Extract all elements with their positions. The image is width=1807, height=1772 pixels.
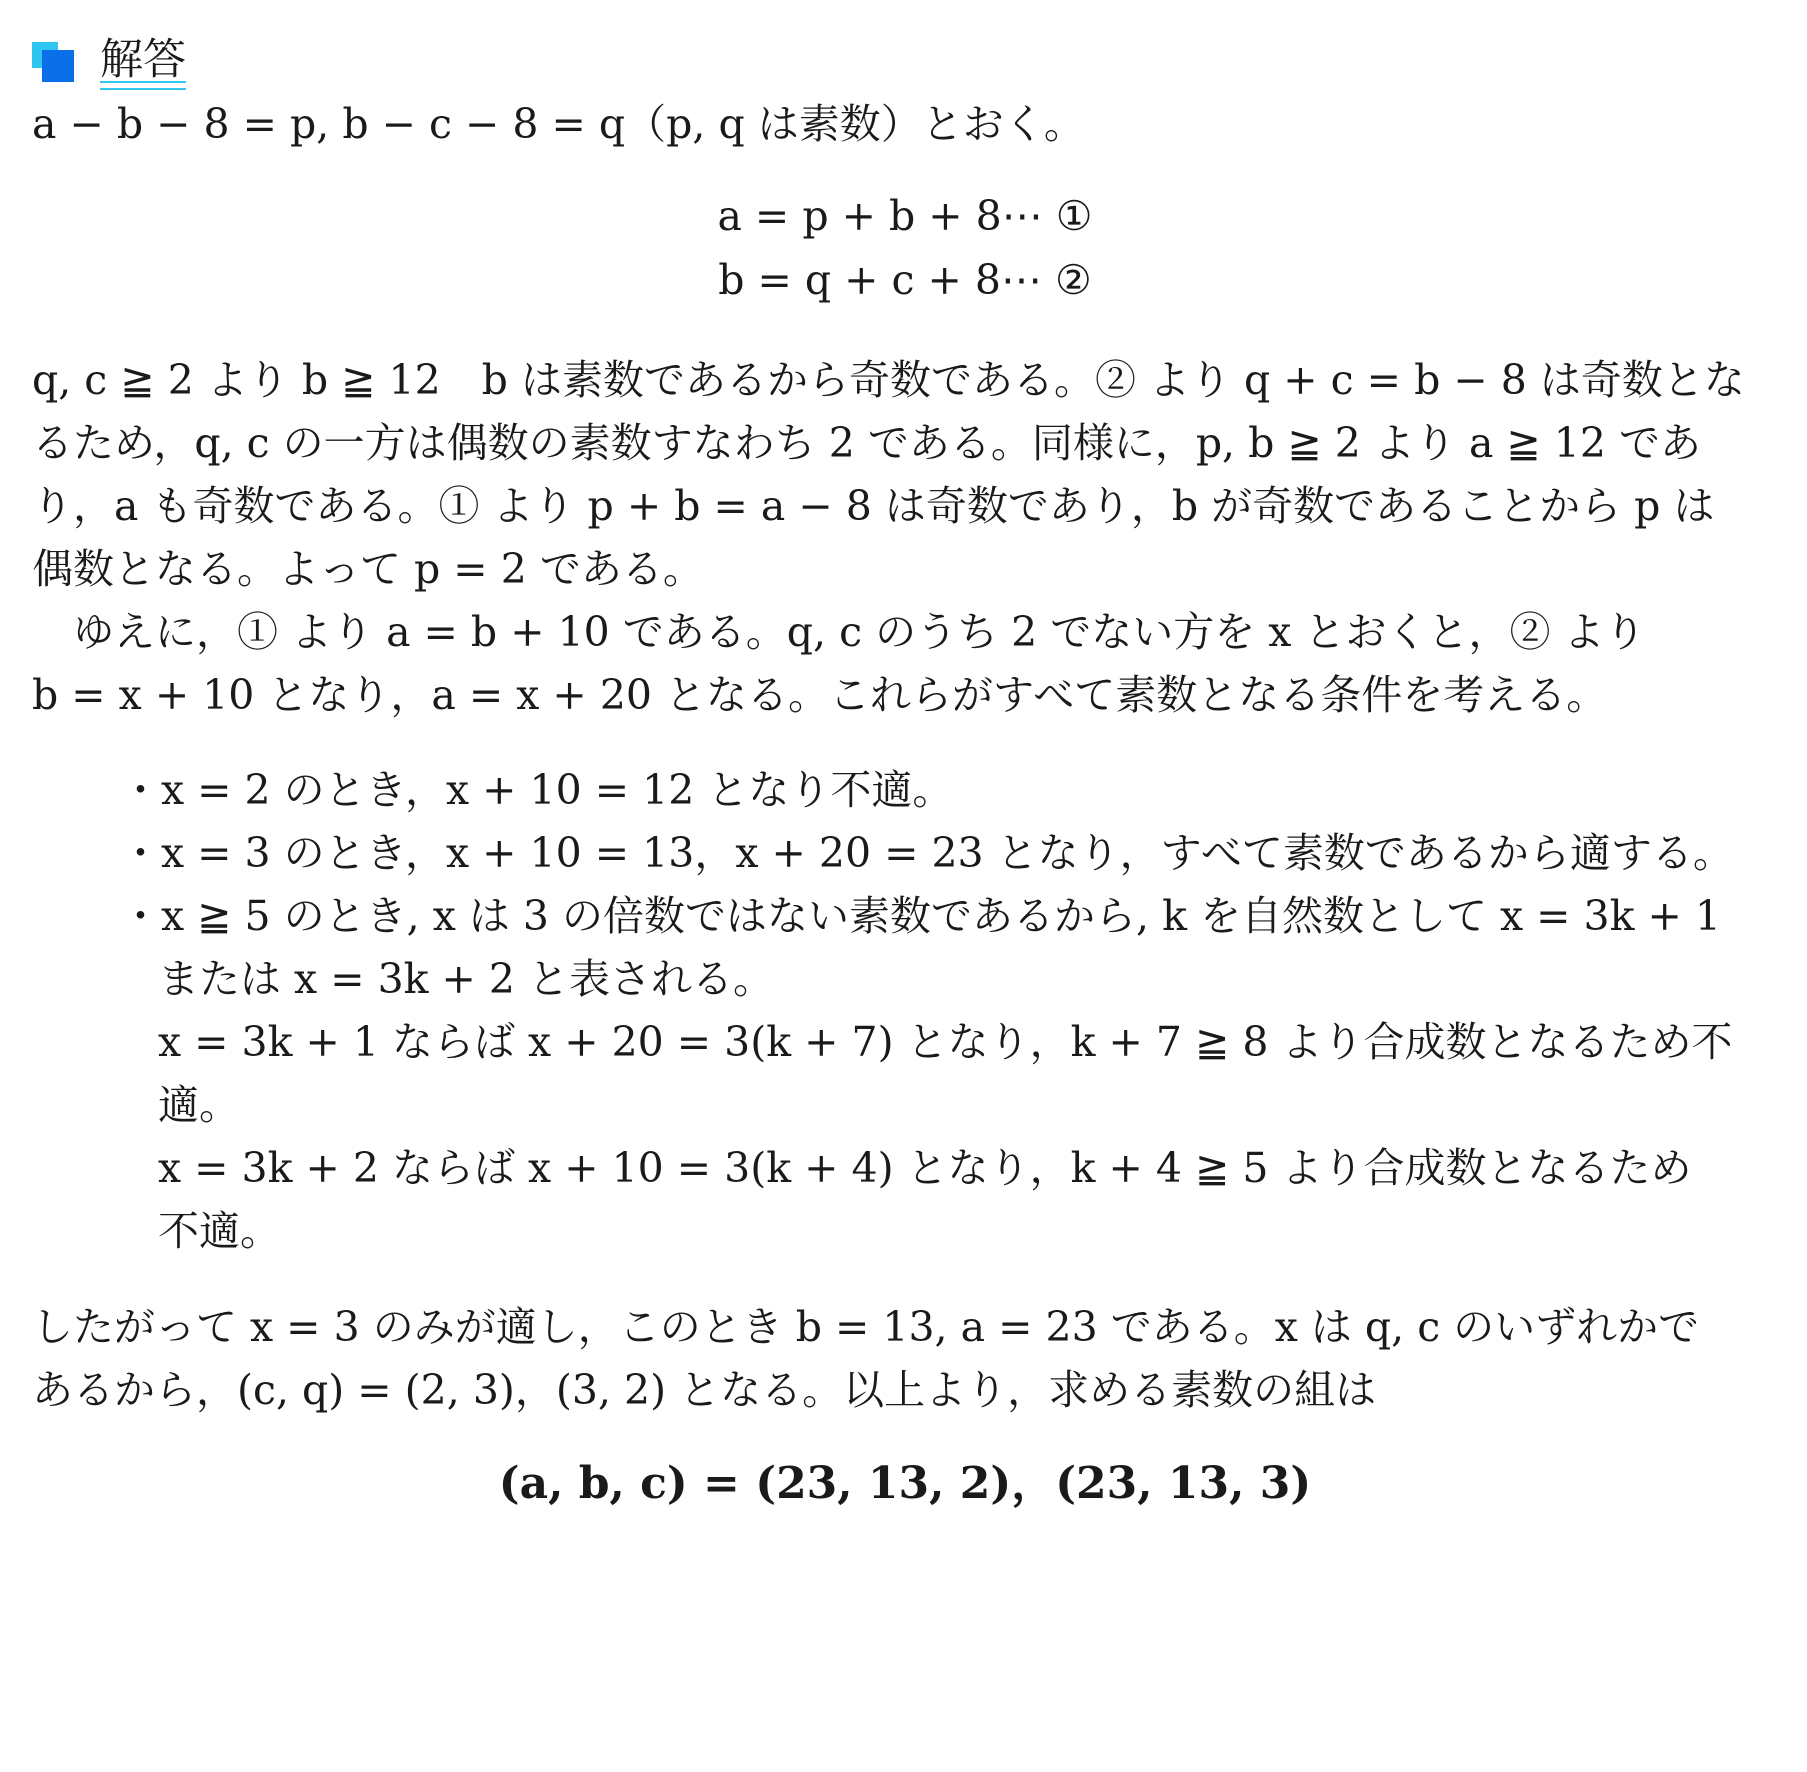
section-heading — [32, 34, 186, 85]
paragraph-1-line: 偶数となる。よって p = 2 である。 — [32, 545, 704, 593]
heading-title: 解答 — [100, 34, 186, 85]
bullet-item: ・x = 3 のとき，x + 10 = 13，x + 20 = 23 となり，すべて素数であるから適する。 — [120, 829, 1734, 877]
bullet-continuation: x = 3k + 2 ならば x + 10 = 3(k + 4) となり，k + 4 ≧ 5 より合成数となるため — [158, 1144, 1692, 1192]
paragraph-1-line: るため，q, c の一方は偶数の素数すなわち 2 である。同様に，p, b ≧ 2 より a ≧ 12 であ — [32, 419, 1702, 467]
paragraph-1-line: q, c ≧ 2 より b ≧ 12 b は素数であるから奇数である。② より q + c = b − 8 は奇数とな — [32, 356, 1745, 404]
paragraph-1-line: り，a も奇数である。① より p + b = a − 8 は奇数であり，b が奇数であることから p は — [32, 482, 1715, 530]
intro-line: a − b − 8 = p, b − c − 8 = q（p, q は素数）とおく。 — [32, 100, 1085, 148]
paragraph-3-line: あるから，(c, q) = (2, 3)，(3, 2) となる。以上より，求める素数の組は — [32, 1366, 1377, 1414]
bullet-continuation: x = 3k + 1 ならば x + 20 = 3(k + 7) となり，k + 7 ≧ 8 より合成数となるため不 — [158, 1018, 1733, 1066]
bullet-continuation: 適。 — [158, 1081, 240, 1129]
paragraph-2-line: ゆえに，① より a = b + 10 である。q, c のうち 2 でない方を x とおくと，② より — [32, 608, 1646, 656]
bullet-item: ・x = 2 のとき，x + 10 = 12 となり不適。 — [120, 766, 954, 814]
square-bullet-icon — [32, 38, 80, 82]
paragraph-3-line: したがって x = 3 のみが適し，このとき b = 13, a = 23 である。x は q, c のいずれかで — [32, 1303, 1700, 1351]
bullet-item: ・x ≧ 5 のとき, x は 3 の倍数ではない素数であるから, k を自然数として x = 3k + 1 — [120, 892, 1721, 940]
bullet-continuation: 不適。 — [158, 1207, 281, 1255]
equation-2: b = q + c + 8⋯ ② — [718, 256, 1092, 304]
bullet-continuation: または x = 3k + 2 と表される。 — [158, 955, 775, 1003]
paragraph-2-line: b = x + 10 となり，a = x + 20 となる。これらがすべて素数となる条件を考える。 — [32, 671, 1608, 719]
equation-1: a = p + b + 8⋯ ① — [717, 192, 1093, 240]
final-answer: (a, b, c) = (23, 13, 2)，(23, 13, 3) — [498, 1458, 1312, 1509]
